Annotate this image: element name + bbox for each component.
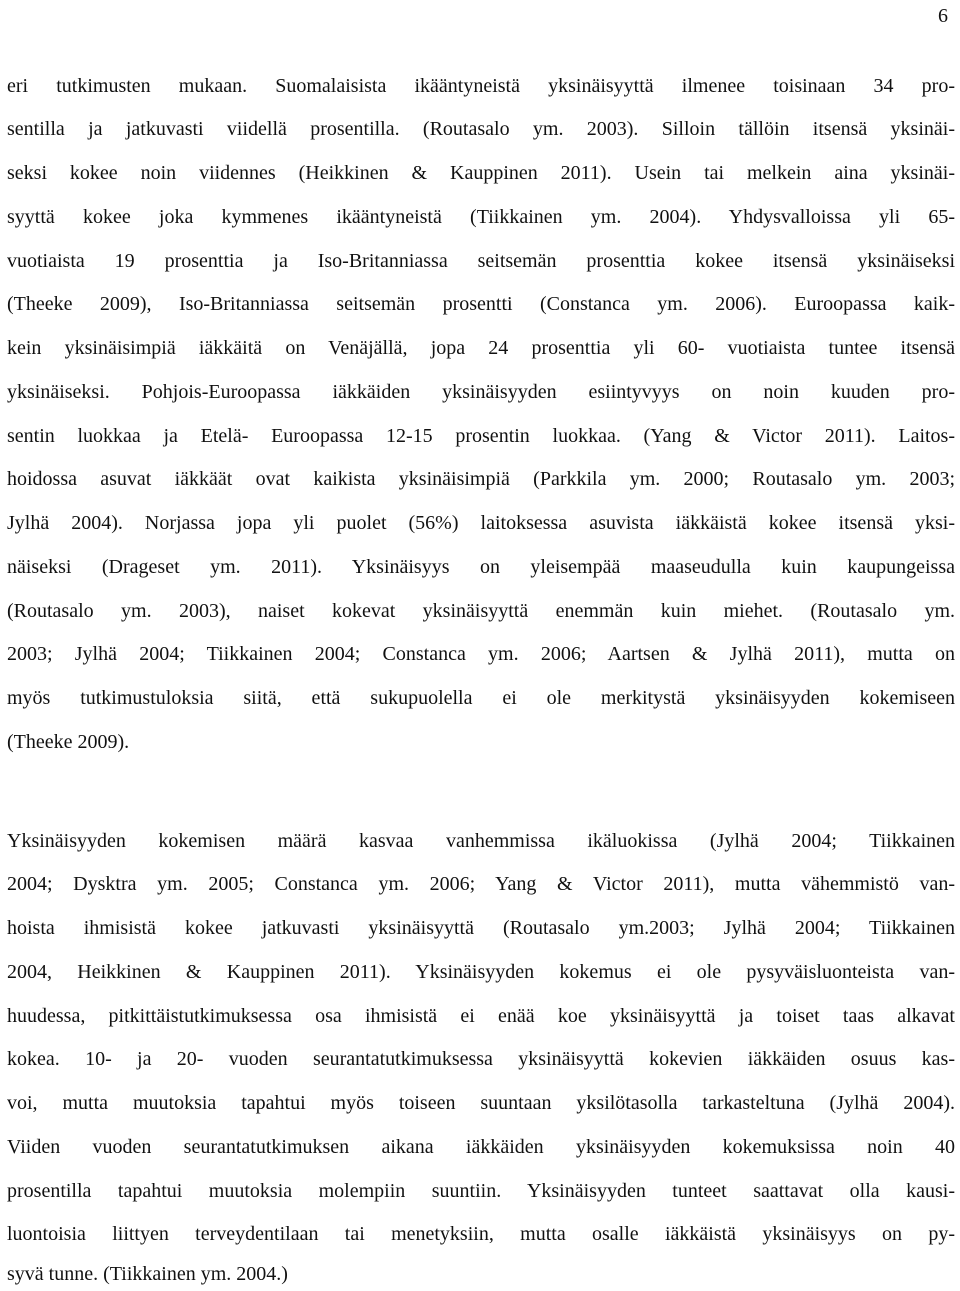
paragraph-2-line-6: kokea. 10- ja 20- vuoden seurantatutkimuksessa yksinäisyyttä kokevien iäkkäiden osuus kas- <box>7 1048 955 1070</box>
paragraph-1-line-10: hoidossa asuvat iäkkäät ovat kaikista yksinäisimpiä (Parkkila ym. 2000; Routasalo ym. 2003; <box>7 468 955 490</box>
paragraph-2-line-2: 2004; Dysktra ym. 2005; Constanca ym. 2006; Yang & Victor 2011), mutta vähemmistö van- <box>7 873 955 895</box>
paragraph-1-line-4: syyttä kokee joka kymmenes ikääntyneistä (Tiikkainen ym. 2004). Yhdysvalloissa yli 65- <box>7 206 955 228</box>
paragraph-1-line-13: (Routasalo ym. 2003), naiset kokevat yksinäisyyttä enemmän kuin miehet. (Routasalo ym. <box>7 600 955 622</box>
paragraph-2-line-5: huudessa, pitkittäistutkimuksessa osa ihmisistä ei enää koe yksinäisyyttä ja toiset taas alkavat <box>7 1005 955 1027</box>
paragraph-2-line-4: 2004, Heikkinen & Kauppinen 2011). Yksinäisyyden kokemus ei ole pysyväisluonteista van- <box>7 961 955 983</box>
paragraph-1-line-3: seksi kokee noin viidennes (Heikkinen & Kauppinen 2011). Usein tai melkein aina yksinäi- <box>7 162 955 184</box>
paragraph-1-line-2: sentilla ja jatkuvasti viidellä prosentilla. (Routasalo ym. 2003). Silloin tällöin itsensä yksinäi- <box>7 118 955 140</box>
paragraph-2-line-1: Yksinäisyyden kokemisen määrä kasvaa vanhemmissa ikäluokissa (Jylhä 2004; Tiikkainen <box>7 830 955 852</box>
paragraph-1-line-14: 2003; Jylhä 2004; Tiikkainen 2004; Constanca ym. 2006; Aartsen & Jylhä 2011), mutta on <box>7 643 955 665</box>
paragraph-1-line-12: näiseksi (Drageset ym. 2011). Yksinäisyys on yleisempää maaseudulla kuin kaupungeissa <box>7 556 955 578</box>
paragraph-1-line-11: Jylhä 2004). Norjassa jopa yli puolet (56%) laitoksessa asuvista iäkkäistä kokee itsensä yksi- <box>7 512 955 534</box>
paragraph-1-line-7: kein yksinäisimpiä iäkkäitä on Venäjällä, jopa 24 prosenttia yli 60- vuotiaista tuntee itsensä <box>7 337 955 359</box>
paragraph-1-line-1: eri tutkimusten mukaan. Suomalaisista ikääntyneistä yksinäisyyttä ilmenee toisinaan 34 pro- <box>7 75 955 97</box>
paragraph-2-line-3: hoista ihmisistä kokee jatkuvasti yksinäisyyttä (Routasalo ym.2003; Jylhä 2004; Tiikkainen <box>7 917 955 939</box>
paragraph-1-line-6: (Theeke 2009), Iso-Britanniassa seitsemän prosentti (Constanca ym. 2006). Euroopassa kaik- <box>7 293 955 315</box>
page-number: 6 <box>938 5 948 27</box>
paragraph-2-line-8: Viiden vuoden seurantatutkimuksen aikana iäkkäiden yksinäisyyden kokemuksissa noin 40 <box>7 1136 955 1158</box>
paragraph-1-line-15: myös tutkimustuloksia siitä, että sukupuolella ei ole merkitystä yksinäisyyden kokemiseen <box>7 687 955 709</box>
paragraph-2-line-9: prosentilla tapahtui muutoksia molempiin suuntiin. Yksinäisyyden tunteet saattavat olla kausi- <box>7 1180 955 1202</box>
paragraph-2-line-7: voi, mutta muutoksia tapahtui myös toiseen suuntaan yksilötasolla tarkasteltuna (Jylhä 2004). <box>7 1092 955 1114</box>
paragraph-2-line-10: luontoisia liittyen terveydentilaan tai menetyksiin, mutta osalle iäkkäistä yksinäisyys on py- <box>7 1223 955 1245</box>
paragraph-1-line-5: vuotiaista 19 prosenttia ja Iso-Britanniassa seitsemän prosenttia kokee itsensä yksinäiseksi <box>7 250 955 272</box>
paragraph-2-line-11: syvä tunne. (Tiikkainen ym. 2004.) <box>7 1263 288 1285</box>
paragraph-1-line-9: sentin luokkaa ja Etelä- Euroopassa 12-15 prosentin luokkaa. (Yang & Victor 2011). Laitos- <box>7 425 955 447</box>
paragraph-1-line-8: yksinäiseksi. Pohjois-Euroopassa iäkkäiden yksinäisyyden esiintyvyys on noin kuuden pro- <box>7 381 955 403</box>
paragraph-1-line-16: (Theeke 2009). <box>7 731 130 753</box>
